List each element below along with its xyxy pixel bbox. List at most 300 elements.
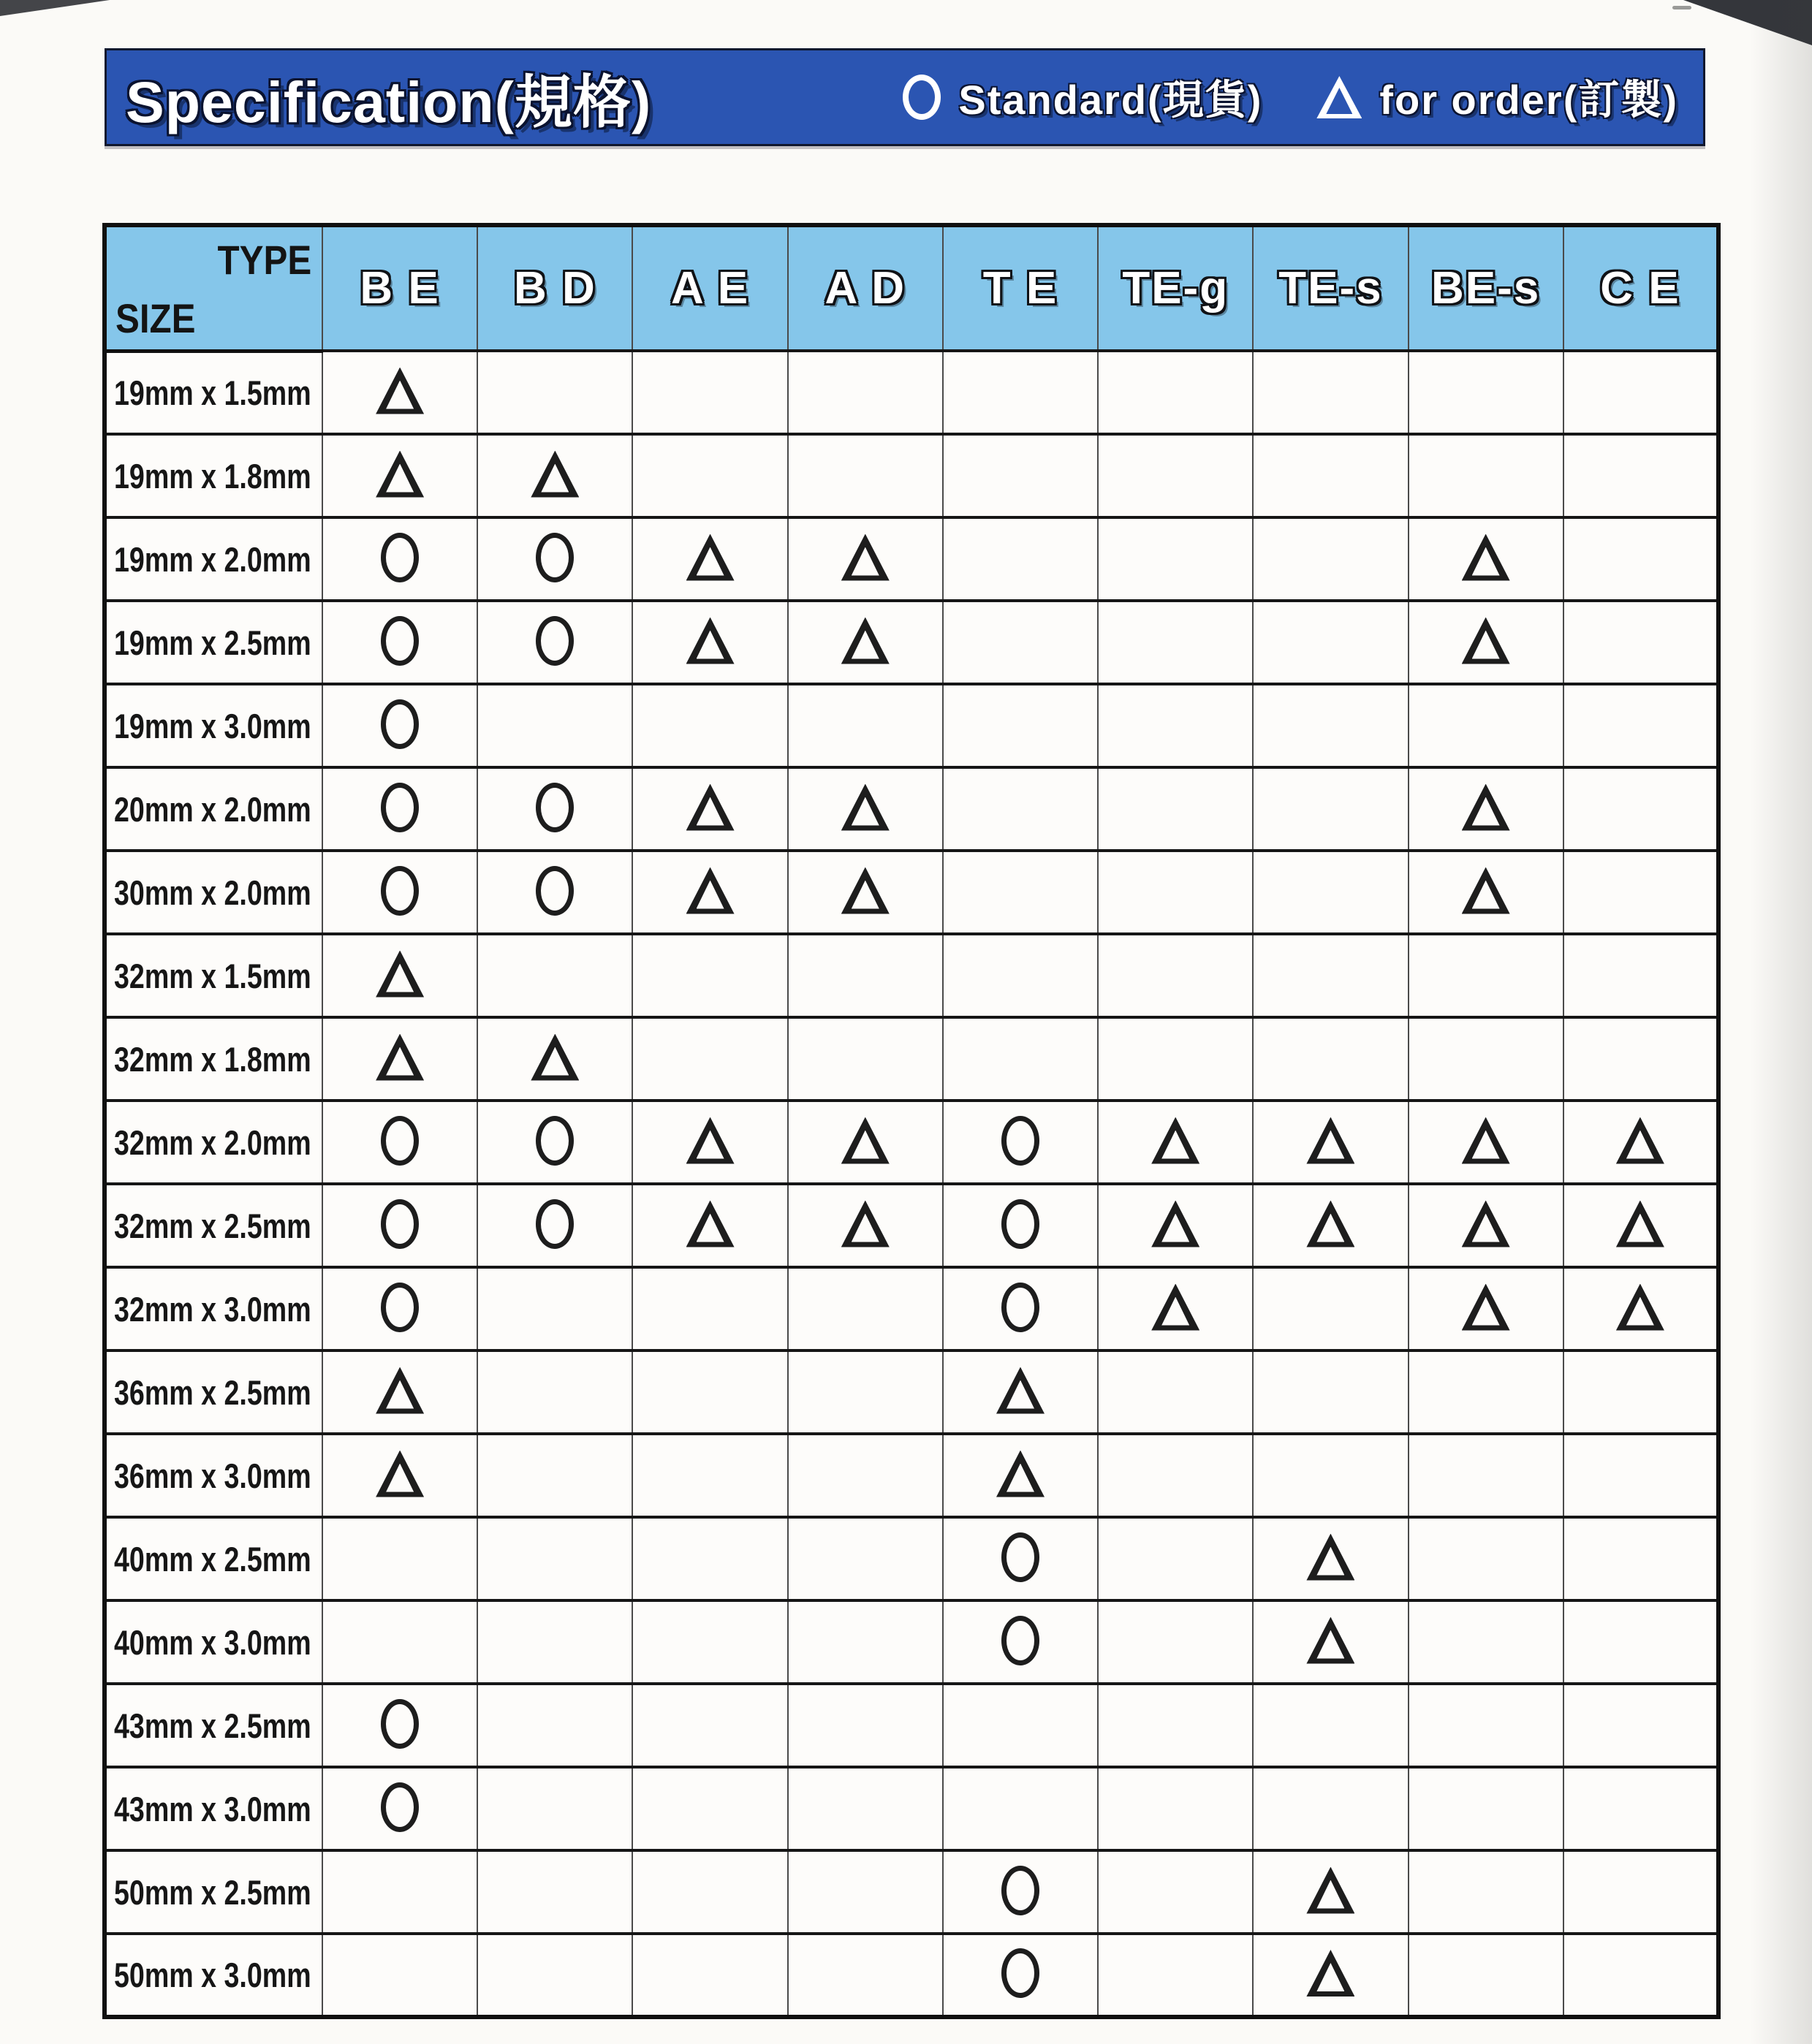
size-label: 40mm x 3.0mm (114, 1622, 311, 1662)
empty-cell (477, 1684, 632, 1767)
triangle-icon (1462, 534, 1510, 581)
empty-cell (1253, 767, 1408, 851)
size-label: 32mm x 2.5mm (114, 1206, 311, 1245)
empty-cell (788, 1434, 943, 1517)
empty-cell (1098, 851, 1253, 934)
empty-cell (943, 434, 1098, 517)
for-order-cell (1098, 1184, 1253, 1267)
empty-cell (1563, 1017, 1718, 1101)
empty-cell (1409, 1850, 1563, 1934)
empty-cell (1409, 1684, 1563, 1767)
empty-cell (632, 1934, 787, 2017)
empty-cell (632, 1600, 787, 1684)
scan-edge-artifact (1750, 0, 1812, 2044)
standard-cell (477, 517, 632, 601)
size-label: 50mm x 2.5mm (114, 1872, 311, 1912)
empty-cell (1563, 1850, 1718, 1934)
size-label: 32mm x 3.0mm (114, 1289, 311, 1329)
for-order-cell (1253, 1101, 1408, 1184)
triangle-icon (841, 1201, 890, 1247)
size-label: 19mm x 2.5mm (114, 623, 311, 662)
size-label-cell (105, 1267, 322, 1350)
standard-circle-icon (903, 75, 941, 120)
empty-cell (632, 1850, 787, 1934)
table-row (105, 684, 1718, 767)
triangle-icon (1306, 1867, 1354, 1914)
for-order-cell (1253, 1184, 1408, 1267)
table-row (105, 1517, 1718, 1600)
triangle-icon (841, 784, 890, 831)
empty-cell (788, 934, 943, 1017)
legend-item-standard (903, 68, 1262, 126)
for-order-cell (632, 767, 787, 851)
empty-cell (943, 601, 1098, 684)
triangle-icon (1306, 1534, 1354, 1581)
col-header-BE: B E (322, 225, 477, 351)
standard-cell (943, 1600, 1098, 1684)
header-row (105, 225, 1718, 351)
empty-cell (943, 351, 1098, 434)
triangle-icon (1306, 1617, 1354, 1664)
empty-cell (1253, 601, 1408, 684)
size-label: 32mm x 1.8mm (114, 1039, 311, 1079)
order-triangle-icon (1316, 76, 1362, 118)
for-order-cell (1409, 517, 1563, 601)
empty-cell (1253, 517, 1408, 601)
size-label-cell (105, 601, 322, 684)
empty-cell (1563, 934, 1718, 1017)
triangle-icon (1462, 1201, 1510, 1247)
table-row (105, 434, 1718, 517)
empty-cell (1098, 517, 1253, 601)
size-label-cell (105, 1517, 322, 1600)
empty-cell (632, 434, 787, 517)
size-label-cell (105, 1934, 322, 2017)
empty-cell (1563, 601, 1718, 684)
table-row (105, 1600, 1718, 1684)
empty-cell (322, 1600, 477, 1684)
empty-cell (1098, 1350, 1253, 1434)
empty-cell (1563, 767, 1718, 851)
empty-cell (943, 851, 1098, 934)
empty-cell (943, 684, 1098, 767)
empty-cell (477, 934, 632, 1017)
table-row (105, 1101, 1718, 1184)
table-row (105, 1017, 1718, 1101)
standard-cell (477, 1184, 632, 1267)
corner-type-label: TYPE (217, 237, 311, 283)
empty-cell (1253, 1350, 1408, 1434)
size-label-cell (105, 517, 322, 601)
empty-cell (1563, 1350, 1718, 1434)
empty-cell (1253, 1684, 1408, 1767)
empty-cell (1409, 684, 1563, 767)
spec-table-body (105, 351, 1718, 2017)
size-label: 43mm x 3.0mm (114, 1789, 311, 1828)
spec-table (102, 223, 1721, 2019)
empty-cell (943, 767, 1098, 851)
table-row (105, 351, 1718, 434)
table-row (105, 1434, 1718, 1517)
empty-cell (322, 1850, 477, 1934)
size-label: 19mm x 2.0mm (114, 539, 311, 579)
standard-cell (322, 767, 477, 851)
triangle-icon (531, 1034, 579, 1081)
empty-cell (1253, 1434, 1408, 1517)
for-order-cell (943, 1434, 1098, 1517)
table-row (105, 934, 1718, 1017)
table-row (105, 601, 1718, 684)
triangle-icon (1616, 1201, 1664, 1247)
for-order-cell (1098, 1267, 1253, 1350)
triangle-icon (686, 1117, 735, 1164)
size-label-cell (105, 1767, 322, 1850)
col-header-BD: B D (477, 225, 632, 351)
triangle-icon (996, 1451, 1045, 1497)
legend (903, 68, 1678, 126)
circle-icon (381, 1283, 419, 1332)
triangle-icon (841, 1117, 890, 1164)
circle-icon (381, 866, 419, 916)
col-header-BE-s: BE-s (1409, 225, 1563, 351)
triangle-icon (1151, 1201, 1199, 1247)
empty-cell (1098, 767, 1253, 851)
table-row (105, 851, 1718, 934)
empty-cell (1098, 1600, 1253, 1684)
size-label-cell (105, 351, 322, 434)
standard-cell (943, 1184, 1098, 1267)
for-order-cell (1563, 1101, 1718, 1184)
triangle-icon (686, 534, 735, 581)
standard-cell (322, 1101, 477, 1184)
empty-cell (322, 1517, 477, 1600)
corner-cell (105, 225, 322, 351)
size-label-cell (105, 1101, 322, 1184)
size-label: 30mm x 2.0mm (114, 873, 311, 912)
empty-cell (943, 1767, 1098, 1850)
for-order-cell (322, 1434, 477, 1517)
empty-cell (1563, 517, 1718, 601)
circle-icon (536, 1116, 574, 1166)
empty-cell (632, 1684, 787, 1767)
empty-cell (477, 1434, 632, 1517)
empty-cell (1563, 1934, 1718, 2017)
empty-cell (632, 1434, 787, 1517)
empty-cell (1098, 684, 1253, 767)
standard-cell (943, 1934, 1098, 2017)
scan-edge-artifact (0, 0, 110, 16)
table-row (105, 1850, 1718, 1934)
empty-cell (1253, 684, 1408, 767)
standard-cell (322, 1684, 477, 1767)
empty-cell (788, 1684, 943, 1767)
empty-cell (943, 934, 1098, 1017)
for-order-cell (1253, 1934, 1408, 2017)
standard-cell (322, 684, 477, 767)
empty-cell (943, 1684, 1098, 1767)
size-label-cell (105, 934, 322, 1017)
empty-cell (1253, 351, 1408, 434)
empty-cell (788, 1017, 943, 1101)
col-header-TE-s: TE-s (1253, 225, 1408, 351)
table-row (105, 1184, 1718, 1267)
circle-icon (536, 866, 574, 916)
for-order-cell (788, 851, 943, 934)
empty-cell (1098, 1017, 1253, 1101)
empty-cell (1098, 1517, 1253, 1600)
for-order-cell (1409, 851, 1563, 934)
triangle-icon (996, 1367, 1045, 1414)
table-row (105, 1684, 1718, 1767)
empty-cell (1098, 601, 1253, 684)
empty-cell (477, 1350, 632, 1434)
empty-cell (788, 434, 943, 517)
col-header-TE: T E (943, 225, 1098, 351)
for-order-cell (1563, 1184, 1718, 1267)
standard-cell (477, 851, 632, 934)
table-row (105, 1934, 1718, 2017)
empty-cell (1253, 1267, 1408, 1350)
triangle-icon (376, 1034, 424, 1081)
triangle-icon (686, 784, 735, 831)
size-label: 32mm x 2.0mm (114, 1122, 311, 1162)
triangle-icon (376, 951, 424, 998)
circle-icon (1001, 1616, 1039, 1665)
circle-icon (536, 1199, 574, 1249)
empty-cell (788, 1934, 943, 2017)
empty-cell (788, 1350, 943, 1434)
for-order-cell (1253, 1517, 1408, 1600)
empty-cell (1098, 1767, 1253, 1850)
for-order-cell (322, 1350, 477, 1434)
standard-cell (322, 1767, 477, 1850)
standard-cell (322, 851, 477, 934)
empty-cell (788, 1600, 943, 1684)
triangle-icon (1306, 1950, 1354, 1996)
empty-cell (632, 1267, 787, 1350)
empty-cell (1409, 1017, 1563, 1101)
empty-cell (477, 1600, 632, 1684)
size-label-cell (105, 1684, 322, 1767)
empty-cell (322, 1934, 477, 2017)
size-label: 36mm x 2.5mm (114, 1372, 311, 1412)
empty-cell (788, 351, 943, 434)
size-label-cell (105, 1600, 322, 1684)
empty-cell (1409, 1350, 1563, 1434)
col-header-AD: A D (788, 225, 943, 351)
empty-cell (477, 1934, 632, 2017)
triangle-icon (376, 451, 424, 498)
for-order-cell (322, 434, 477, 517)
circle-icon (381, 533, 419, 582)
empty-cell (477, 1767, 632, 1850)
col-header-TE-g: TE-g (1098, 225, 1253, 351)
empty-cell (1563, 851, 1718, 934)
triangle-icon (376, 368, 424, 414)
standard-cell (477, 601, 632, 684)
page-title: Specification(規格) (126, 69, 652, 134)
circle-icon (536, 783, 574, 832)
triangle-icon (841, 534, 890, 581)
for-order-cell (788, 1184, 943, 1267)
empty-cell (1409, 1767, 1563, 1850)
for-order-cell (322, 1017, 477, 1101)
empty-cell (788, 1767, 943, 1850)
size-label: 19mm x 1.8mm (114, 456, 311, 495)
empty-cell (477, 684, 632, 767)
title-bar (105, 48, 1705, 146)
empty-cell (632, 684, 787, 767)
for-order-cell (1253, 1600, 1408, 1684)
table-row (105, 1267, 1718, 1350)
circle-icon (381, 1116, 419, 1166)
triangle-icon (1462, 1284, 1510, 1331)
triangle-icon (686, 1201, 735, 1247)
scan-edge-artifact (1672, 6, 1691, 10)
size-label: 19mm x 3.0mm (114, 706, 311, 745)
col-header-CE: C E (1563, 225, 1718, 351)
size-label: 32mm x 1.5mm (114, 956, 311, 995)
triangle-icon (531, 451, 579, 498)
for-order-cell (1563, 1267, 1718, 1350)
size-label-cell (105, 1434, 322, 1517)
standard-cell (943, 1267, 1098, 1350)
for-order-cell (632, 601, 787, 684)
empty-cell (943, 517, 1098, 601)
for-order-cell (322, 934, 477, 1017)
empty-cell (477, 1517, 632, 1600)
triangle-icon (686, 618, 735, 664)
empty-cell (1098, 1434, 1253, 1517)
table-row (105, 1767, 1718, 1850)
triangle-icon (1306, 1201, 1354, 1247)
standard-cell (322, 1184, 477, 1267)
legend-item-for-order (1316, 68, 1678, 126)
empty-cell (1253, 934, 1408, 1017)
for-order-cell (788, 517, 943, 601)
for-order-cell (322, 351, 477, 434)
empty-cell (1563, 1600, 1718, 1684)
legend-standard-label: Standard(現貨) (958, 77, 1263, 123)
corner-size-label: SIZE (115, 295, 196, 341)
triangle-icon (1151, 1284, 1199, 1331)
triangle-icon (376, 1451, 424, 1497)
circle-icon (536, 533, 574, 582)
empty-cell (1409, 351, 1563, 434)
table-row (105, 517, 1718, 601)
for-order-cell (943, 1350, 1098, 1434)
empty-cell (1563, 1517, 1718, 1600)
empty-cell (788, 684, 943, 767)
for-order-cell (1098, 1101, 1253, 1184)
for-order-cell (632, 1184, 787, 1267)
table-row (105, 767, 1718, 851)
triangle-icon (1616, 1117, 1664, 1164)
empty-cell (1098, 434, 1253, 517)
empty-cell (1253, 1767, 1408, 1850)
triangle-icon (1306, 1117, 1354, 1164)
empty-cell (477, 1267, 632, 1350)
triangle-icon (1462, 1117, 1510, 1164)
size-label: 36mm x 3.0mm (114, 1456, 311, 1495)
for-order-cell (1409, 1267, 1563, 1350)
standard-cell (322, 601, 477, 684)
triangle-icon (1462, 784, 1510, 831)
size-label-cell (105, 851, 322, 934)
size-label-cell (105, 434, 322, 517)
for-order-cell (1409, 1101, 1563, 1184)
empty-cell (788, 1850, 943, 1934)
empty-cell (1563, 351, 1718, 434)
empty-cell (477, 1850, 632, 1934)
for-order-cell (477, 434, 632, 517)
empty-cell (1098, 934, 1253, 1017)
table-row (105, 1350, 1718, 1434)
for-order-cell (788, 1101, 943, 1184)
triangle-icon (1616, 1284, 1664, 1331)
empty-cell (788, 1267, 943, 1350)
circle-icon (536, 616, 574, 666)
size-label-cell (105, 1350, 322, 1434)
for-order-cell (788, 601, 943, 684)
empty-cell (1253, 851, 1408, 934)
circle-icon (1001, 1866, 1039, 1915)
circle-icon (1001, 1199, 1039, 1249)
empty-cell (1563, 1684, 1718, 1767)
empty-cell (632, 1350, 787, 1434)
for-order-cell (632, 1101, 787, 1184)
empty-cell (1563, 1434, 1718, 1517)
standard-cell (322, 517, 477, 601)
empty-cell (1563, 434, 1718, 517)
empty-cell (1409, 934, 1563, 1017)
triangle-icon (841, 867, 890, 914)
size-label-cell (105, 1850, 322, 1934)
for-order-cell (477, 1017, 632, 1101)
for-order-cell (1409, 1184, 1563, 1267)
size-label: 20mm x 2.0mm (114, 789, 311, 829)
empty-cell (1098, 1850, 1253, 1934)
for-order-cell (1409, 601, 1563, 684)
empty-cell (1098, 351, 1253, 434)
empty-cell (943, 1017, 1098, 1101)
empty-cell (632, 934, 787, 1017)
empty-cell (1253, 1017, 1408, 1101)
empty-cell (632, 1017, 787, 1101)
standard-cell (477, 767, 632, 851)
size-label-cell (105, 684, 322, 767)
triangle-icon (376, 1367, 424, 1414)
circle-icon (381, 1199, 419, 1249)
for-order-cell (1409, 767, 1563, 851)
size-label-cell (105, 767, 322, 851)
size-label: 19mm x 1.5mm (114, 373, 311, 412)
circle-icon (381, 1782, 419, 1832)
empty-cell (632, 1767, 787, 1850)
size-label: 43mm x 2.5mm (114, 1706, 311, 1745)
empty-cell (1409, 1434, 1563, 1517)
empty-cell (1409, 1517, 1563, 1600)
triangle-icon (1462, 867, 1510, 914)
circle-icon (1001, 1948, 1039, 1998)
triangle-icon (1151, 1117, 1199, 1164)
empty-cell (788, 1517, 943, 1600)
empty-cell (1409, 1934, 1563, 2017)
circle-icon (381, 616, 419, 666)
size-label: 50mm x 3.0mm (114, 1956, 311, 1994)
empty-cell (1098, 1934, 1253, 2017)
col-header-AE: A E (632, 225, 787, 351)
